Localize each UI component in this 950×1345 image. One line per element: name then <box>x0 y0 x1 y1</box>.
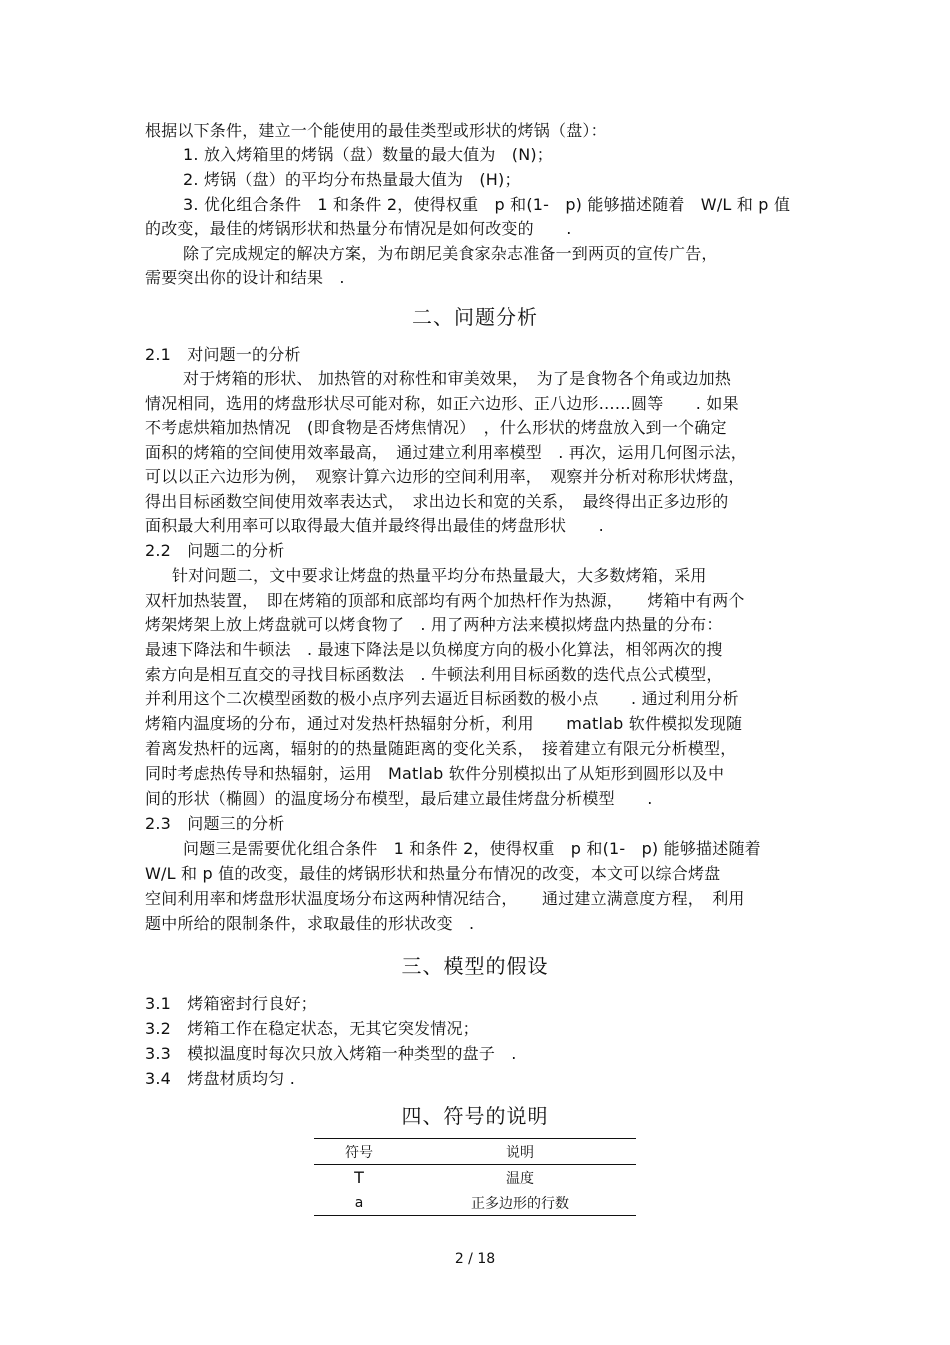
paragraph-line: 得出目标函数空间使用效率表达式， 求出边长和宽的关系， 最终得出正多边形的 <box>145 492 729 511</box>
condition-3-cont: 的改变，最佳的烤锅形状和热量分布情况是如何改变的 . <box>145 219 572 238</box>
assumption-item: 3.3 模拟温度时每次只放入烤箱一种类型的盘子 . <box>145 1044 517 1063</box>
paragraph-line: 并利用这个二次模型函数的极小点序列去逼近目标函数的极小点 . 通过利用分析 <box>145 689 739 708</box>
table-row <box>314 1165 636 1191</box>
paragraph-line: 对于烤箱的形状、 加热管的对称性和审美效果， 为了是食物各个角或边加热 <box>183 369 732 388</box>
paragraph-line: 面积的烤箱的空间使用效率最高， 通过建立利用率模型 . 再次，运用几何图示法， <box>145 443 747 462</box>
paragraph-line: 题中所给的限制条件，求取最佳的形状改变 . <box>145 914 475 933</box>
condition-3: 3. 优化组合条件 1 和条件 2，使得权重 p 和(1- p) 能够描述随着 W/L 和 p 值 <box>183 195 791 214</box>
condition-2: 2. 烤锅（盘）的平均分布热量最大值为 (H)； <box>183 170 521 189</box>
assumption-item: 3.1 烤箱密封行良好； <box>145 994 317 1013</box>
assumption-item: 3.4 烤盘材质均匀 . <box>145 1069 296 1088</box>
paragraph-line: 间的形状（椭圆）的温度场分布模型，最后建立最佳烤盘分析模型 . <box>145 789 653 808</box>
paragraph-line: 空间利用率和烤盘形状温度场分布这两种情况结合， 通过建立满意度方程， 利用 <box>145 889 745 908</box>
paragraph-line: 着离发热杆的远离，辐射的的热量随距离的变化关系， 接着建立有限元分析模型， <box>145 739 737 758</box>
paragraph-line: 同时考虑热传导和热辐射，运用 Matlab 软件分别模拟出了从矩形到圆形以及中 <box>145 764 725 783</box>
section-2-heading: 二、问题分析 <box>412 305 538 329</box>
paragraph-line: 最速下降法和牛顿法 . 最速下降法是以负梯度方向的极小化算法，相邻两次的搜 <box>145 640 723 659</box>
paragraph-line: 问题三是需要优化组合条件 1 和条件 2，使得权重 p 和(1- p) 能够描述随着 <box>183 839 761 858</box>
paragraph-line: 可以以正六边形为例， 观察计算六边形的空间利用率， 观察并分析对称形状烤盘， <box>145 467 745 486</box>
subsection-2-2-heading: 2.2 问题二的分析 <box>145 541 285 560</box>
subsection-2-1-heading: 2.1 对问题一的分析 <box>145 345 301 364</box>
table-row <box>314 1190 636 1216</box>
column-header-description: 说明 <box>506 1144 534 1161</box>
paragraph-line: 烤箱内温度场的分布，通过对发热杆热辐射分析，利用 matlab 软件模拟发现随 <box>145 714 743 733</box>
section-3-heading: 三、模型的假设 <box>401 954 549 978</box>
table-header-row <box>314 1139 636 1165</box>
paragraph-line: 针对问题二，文中要求让烤盘的热量平均分布热量最大，大多数烤箱，采用 <box>172 566 707 585</box>
paragraph-line: W/L 和 p 值的改变，最佳的烤锅形状和热量分布情况的改变，本文可以综合烤盘 <box>145 864 721 883</box>
assumption-item: 3.2 烤箱工作在稳定状态，无其它突发情况； <box>145 1019 479 1038</box>
advert-line-cont: 需要突出你的设计和结果 . <box>145 268 345 287</box>
paragraph-line: 双杆加热装置， 即在烤箱的顶部和底部均有两个加热杆作为热源， 烤箱中有两个 <box>145 591 745 610</box>
paragraph-line: 面积最大利用率可以取得最大值并最终得出最佳的烤盘形状 . <box>145 516 604 535</box>
paragraph-line: 情况相同，选用的烤盘形状尽可能对称，如正六边形、正八边形……圆等 . 如果 <box>145 394 739 413</box>
symbol-cell: a <box>354 1194 364 1211</box>
paragraph-line: 索方向是相互直交的寻找目标函数法 . 牛顿法利用目标函数的迭代点公式模型， <box>145 665 723 684</box>
description-cell: 正多边形的行数 <box>471 1195 569 1212</box>
intro-line: 根据以下条件，建立一个能使用的最佳类型或形状的烤锅（盘）： <box>145 121 607 140</box>
column-header-symbol: 符号 <box>345 1144 373 1161</box>
advert-line: 除了完成规定的解决方案，为布朗尼美食家杂志准备一到两页的宣传广告， <box>183 244 718 263</box>
condition-1: 1. 放入烤箱里的烤锅（盘）数量的最大值为 (N)； <box>183 145 554 164</box>
paragraph-line: 不考虑烘箱加热情况 (即食物是否烤焦情况） ，什么形状的烤盘放入到一个确定 <box>145 418 727 437</box>
section-4-heading: 四、符号的说明 <box>401 1104 549 1128</box>
symbol-cell: T <box>354 1168 364 1187</box>
page-number: 2 / 18 <box>454 1251 496 1267</box>
description-cell: 温度 <box>506 1170 534 1187</box>
paragraph-line: 烤架烤架上放上烤盘就可以烤食物了 . 用了两种方法来模拟烤盘内热量的分布： <box>145 615 723 634</box>
subsection-2-3-heading: 2.3 问题三的分析 <box>145 814 285 833</box>
symbol-table <box>314 1138 636 1216</box>
